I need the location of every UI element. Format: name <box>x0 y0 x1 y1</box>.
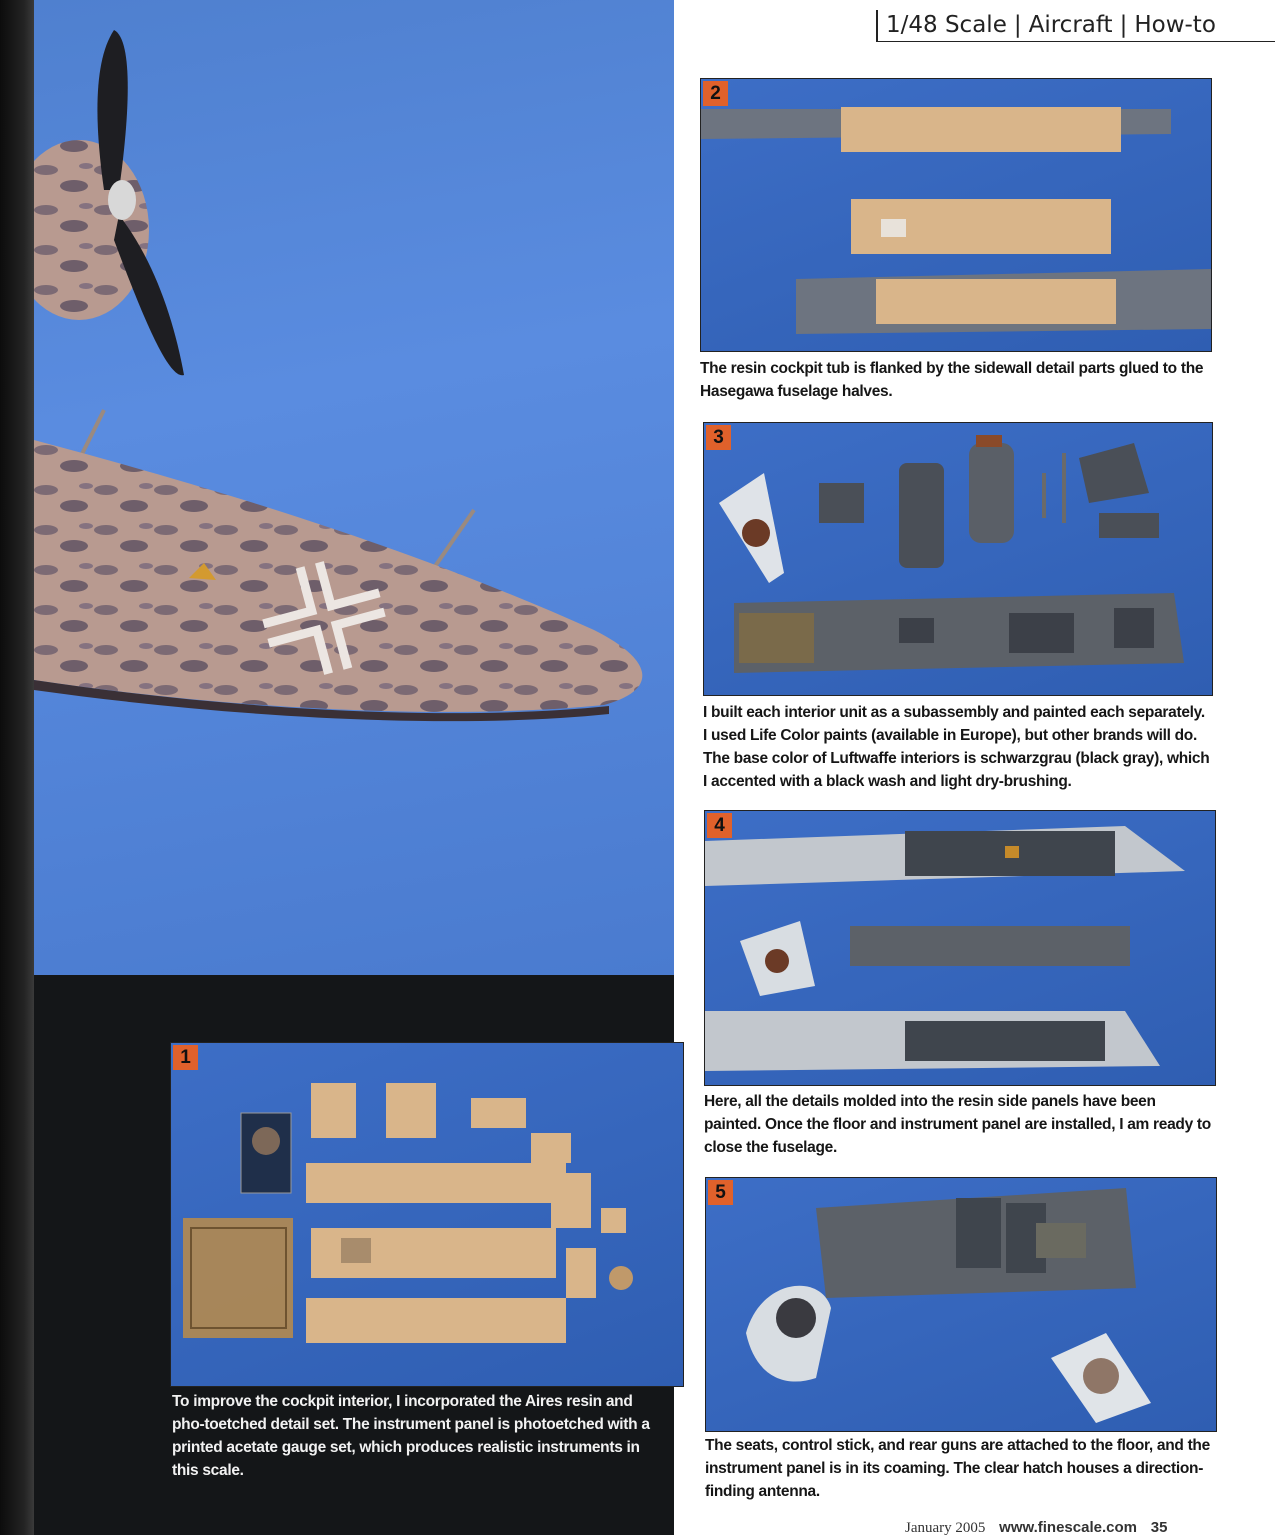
footer-site: www.finescale.com <box>999 1519 1137 1535</box>
header-scale: 1/48 Scale <box>886 12 1007 38</box>
figure-5-number: 5 <box>708 1180 733 1205</box>
footer-issue: January 2005 <box>905 1520 986 1535</box>
figure-4-caption: Here, all the details molded into the resin side panels have been painted. Once the floor and instrument panel are installed, I am ready to close the fuselage. <box>704 1093 1211 1156</box>
footer-page-number: 35 <box>1150 1519 1168 1535</box>
page-gutter <box>0 0 34 1535</box>
figure-5-caption: The seats, control stick, and rear guns are attached to the floor, and the instrument panel is in its coaming. The clear hatch houses a direction-finding antenna. <box>705 1437 1210 1500</box>
figure-3-number: 3 <box>706 425 731 450</box>
figure-4-number: 4 <box>707 813 732 838</box>
figure-1-photo <box>170 1042 684 1387</box>
section-header: 1/48 Scale | Aircraft | How-to <box>876 10 1275 42</box>
figure-4-photo <box>704 810 1216 1086</box>
figure-1-number: 1 <box>173 1045 198 1070</box>
page-footer <box>905 1519 1265 1535</box>
hero-aircraft-photo <box>34 0 674 975</box>
figure-2-caption: The resin cockpit tub is flanked by the sidewall detail parts glued to the Hasegawa fuselage halves. <box>700 360 1204 400</box>
header-type: How-to <box>1134 12 1216 38</box>
figure-3-photo <box>703 422 1213 696</box>
figure-1-caption: To improve the cockpit interior, I incorporated the Aires resin and pho-toetched detail set. The instrument panel is photoetched with a printed acetate gauge set, which produces realistic instruments in this scale. <box>172 1393 650 1479</box>
figure-2-photo <box>700 78 1212 352</box>
header-category: Aircraft <box>1028 12 1113 38</box>
figure-2-number: 2 <box>703 81 728 106</box>
figure-3-caption: I built each interior unit as a subassembly and painted each separately. I used Life Color paints (available in Europe), but other brands will do. The base color of Luftwaffe interiors is schwarzgrau (black gray), which I accented with a black wash and light dry-brushing. <box>703 704 1210 790</box>
figure-5-photo <box>705 1177 1217 1432</box>
